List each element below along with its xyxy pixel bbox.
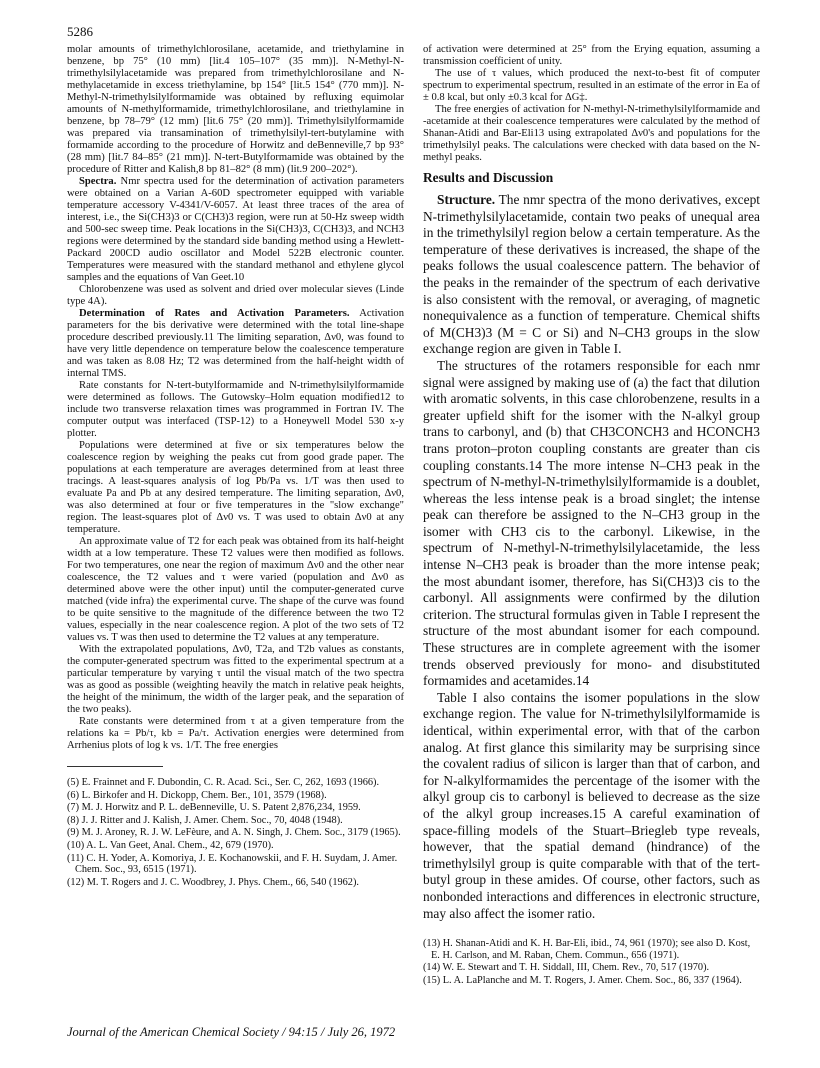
paragraph: The free energies of activation for N-methyl-N-trimethylsilylformamide and -acetamide at their coalescence temperatures were calculated by the method of Shanan-Atidi and Bar-Eli13 using extrapolated Δν0's and populations for the trimethylsilyl peaks. The calculations were checked with data based on the N-methyl peaks. — [423, 104, 760, 163]
footnote: (12) M. T. Rogers and J. C. Woodbrey, J. Phys. Chem., 66, 540 (1962). — [67, 876, 359, 888]
results-text — [423, 192, 760, 922]
footnote: (10) A. L. Van Geet, Anal. Chem., 42, 679 (1970). — [67, 839, 274, 851]
paragraph: molar amounts of trimethylchlorosilane, acetamide, and triethylamine in benzene, bp 75° (10 mm) [lit.4 105–107° (35 mm)]. N-Methyl-N-trimethylsilylacetamide was prepared from trimethylchlorosilane and N-methylacetamide in excess triethylamine, bp 154° [lit.5 154° (770 mm)]. N-Methyl-N-trimethylsilylformamide was obtained by refluxing equimolar amounts of N-methylformamide, trimethylchlorosilane, and triethylamine in benzene, bp 78–79° (12 mm) [lit.6 75° (20 mm)]. Trimethylsilylformamide was prepared via transamination of trimethylsilyl-tert-butylamine with formamide according to the procedure of Horwitz and deBenneville,7 bp 93° (28 mm) [lit.7 84–85° (21 mm)]. N-tert-Butylformamide was obtained by the procedure of Ritter and Kalish,8 bp 81–82° (8 mm) (lit.9 200–202°). — [67, 44, 404, 175]
paragraph-spectra: Spectra. Nmr spectra used for the determination of activation parameters were obtained on a Varian A-60D spectrometer equipped with variable temperature accessory V-4341/V-6057. At least three traces of the area of interest, i.e., the Si(CH3)3 or C(CH3)3 region, were run at 50-Hz sweep width and 500-sec sweep time. Peak locations in the Si(CH3)3, C(CH3)3, and NCH3 regions were determined by the standard side banding method using a Hewlett-Packard 200CD audio oscillator and Model 522B electronic counter. Temperatures were measured with the standard methanol and ethylene glycol samples and the equations of Van Geet.10 — [67, 176, 404, 283]
footnotes — [67, 777, 404, 888]
paragraph: With the extrapolated populations, Δν0, T2a, and T2b values as constants, the computer-generated spectrum was fitted to the experimental spectrum at a particular temperature by varying τ until the visual match of the two spectra was as good as possible (weighting heavily the match in relative peak heights, the height of the minimum, the width of the larger peak, and the separation of the two peaks). — [67, 644, 404, 715]
footnote: (7) M. J. Horwitz and P. L. deBenneville, U. S. Patent 2,876,234, 1959. — [67, 802, 361, 814]
run-in-heading: Structure. — [437, 192, 496, 207]
footnote: (9) M. J. Aroney, R. J. W. LeFèure, and A. N. Singh, J. Chem. Soc., 3179 (1965). — [67, 827, 401, 839]
run-in-heading: Spectra. — [79, 176, 117, 187]
experimental-text-continued — [423, 44, 760, 164]
paragraph: Populations were determined at five or six temperatures below the coalescence region by weighing the peaks cut from good grade paper. The populations at each temperature are averages determined from at least three tracings. A least-squares analysis of log Pb/Pa vs. 1/T was then used to evaluate Pa and Pb at any desired temperature. The limiting separation, Δν0, was also determined at four or five temperatures in the "slow exchange" region. The least-squares plot of Δν0 vs. T was used to obtain Δν0 at any temperature. — [67, 440, 404, 535]
footnotes — [423, 938, 760, 986]
page-number: 5286 — [67, 24, 93, 39]
experimental-text — [67, 44, 404, 752]
footnote: (14) W. E. Stewart and T. H. Siddall, III, Chem. Rev., 70, 517 (1970). — [423, 962, 710, 974]
paragraph: Table I also contains the isomer populations in the slow exchange region. The value for N-trimethylsilylformamide is identical, within experimental error, with that of the carbon analog. At first glance this similarity may be surprising since the covalent radius of silicon is larger than that of carbon, and for N-alkylformamides the percentage of the isomer with the alkyl group cis to carbonyl is believed to decrease as the size of the alkyl group increases.15 A careful examination of space-filling models of the Stuart–Briegleb type reveals, however, that the spatial demand (hindrance) of the trimethylsilyl group is quite comparable with that of the tert-butyl group in these amides. Of course, other factors, such as nonbonded interactions and differences in electronic structure, may also affect the isomer ratio. — [423, 689, 760, 921]
section-heading: Results and Discussion — [423, 170, 554, 185]
journal-footer: Journal of the American Chemical Society / 94:15 / July 26, 1972 — [67, 1025, 396, 1039]
footnote: (15) L. A. LaPlanche and M. T. Rogers, J. Amer. Chem. Soc., 86, 337 (1964). — [423, 974, 742, 986]
paragraph-structure: Structure. The nmr spectra of the mono derivatives, except N-trimethylsilylacetamide, contain two peaks of unequal area in the trimethylsilyl region below a certain temperature. As the temperature of these derivatives is increased, the shape of the peaks follows the usual coalescence pattern. The behavior of the peaks in the remainder of the spectrum of each derivative is also consistent with the removal, or averaging, of magnetic nonequivalence as a function of temperature. Chemical shifts of M(CH3)3 (M = C or Si) and N–CH3 groups in the slow exchange region are given in Table I. — [423, 192, 760, 357]
right-column — [423, 44, 760, 988]
paragraph: Rate constants were determined from τ at a given temperature from the relations ka = Pb/τ, kb = Pa/τ. Activation energies were determined from Arrhenius plots of log k vs. 1/T. The free energies — [67, 716, 404, 751]
paragraph: The structures of the rotamers responsible for each nmr signal were assigned by making use of (a) the fact that dilution with aromatic solvents, in this case chlorobenzene, results in a greater upfield shift for the isomer with the N-alkyl group trans to carbonyl, and (b) that CH3CONCH3 and HCONCH3 trans proton–proton coupling constants are greater than cis coupling constants.14 The more intense N–CH3 peak in the spectrum of N-methyl-N-trimethylsilylformamide is a doublet, whereas the less intense peak is a broad singlet; the intense peak can therefore be assigned to the N–CH3 group in the isomer with CH3 cis to the carbonyl. Likewise, in the spectrum of N-methyl-N-trimethylsilylacetamide, the less intense N–CH3 peak is broader than the more intense peak; the most abundant isomer, therefore, has Si(CH3)3 cis to the carbonyl. All assignments were confirmed by the dilution criterion. The structural formulas given in Table I represent the structure of the most abundant isomer for each compound. These structures are in complete agreement with the isomer trends observed previously for mono- and disubstituted formamides and acetamides.14 — [423, 357, 760, 689]
paragraph: The use of τ values, which produced the next-to-best fit of computer spectrum to experimental spectrum, resulted in an estimate of the error in Ea of ± 0.8 kcal, but only ±0.3 kcal for ΔG‡. — [423, 68, 760, 103]
paragraph: Chlorobenzene was used as solvent and dried over molecular sieves (Linde type 4A). — [67, 284, 404, 307]
footnote: (8) J. J. Ritter and J. Kalish, J. Amer. Chem. Soc., 70, 4048 (1948). — [67, 814, 343, 826]
run-in-heading: Determination of Rates and Activation Parameters. — [79, 308, 350, 319]
paragraph: Rate constants for N-tert-butylformamide and N-trimethylsilylformamide were determined as follows. The Gutowsky–Holm equation modified12 to include two transverse relaxation times was programmed in Fortran IV. The computer output was interfaced (TSP-12) to a Honeywell Model 530 x-y plotter. — [67, 380, 404, 439]
footnote: (13) H. Shanan-Atidi and K. H. Bar-Eli, ibid., 74, 961 (1970); see also D. Kost, E. H. Carlson, and M. Raban, Chem. Commun., 656 (1971). — [423, 938, 751, 961]
paragraph: of activation were determined at 25° from the Erying equation, assuming a transmission coefficient of unity. — [423, 44, 760, 67]
footnote: (6) L. Birkofer and H. Dickopp, Chem. Ber., 101, 3579 (1968). — [67, 789, 327, 801]
left-column — [67, 44, 404, 889]
paragraph-rates: Determination of Rates and Activation Parameters. Activation parameters for the bis derivative were determined with the total line-shape procedure described previously.11 The limiting separation, Δν0, was found to have very little dependence on temperature below the coalescence temperature and was taken as 8.08 Hz; T2 was determined from the half-height width of internal TMS. — [67, 308, 404, 379]
paragraph: An approximate value of T2 for each peak was obtained from its half-height width at a low temperature. These T2 values were then modified as follows. For two temperatures, one near the region of maximum Δν0 and the other near coalescence, the T2 values and τ were varied (population and Δν0 as determined above were the other input) until the computer-generated curve matched (vide infra) the experimental curve. The shape of the curve was found to be quite sensitive to the magnitude of the difference between the two T2 values, especially in the near coalescence region. A plot of the two sets of T2 values vs. T was then used to determine the T2 values at any temperature. — [67, 536, 404, 643]
footnote-rule — [67, 766, 163, 767]
footnote: (11) C. H. Yoder, A. Komoriya, J. E. Kochanowskii, and F. H. Suydam, J. Amer. Chem. Soc., 93, 6515 (1971). — [67, 852, 398, 876]
footnote: (5) E. Frainnet and F. Dubondin, C. R. Acad. Sci., Ser. C, 262, 1693 (1966). — [67, 777, 380, 788]
